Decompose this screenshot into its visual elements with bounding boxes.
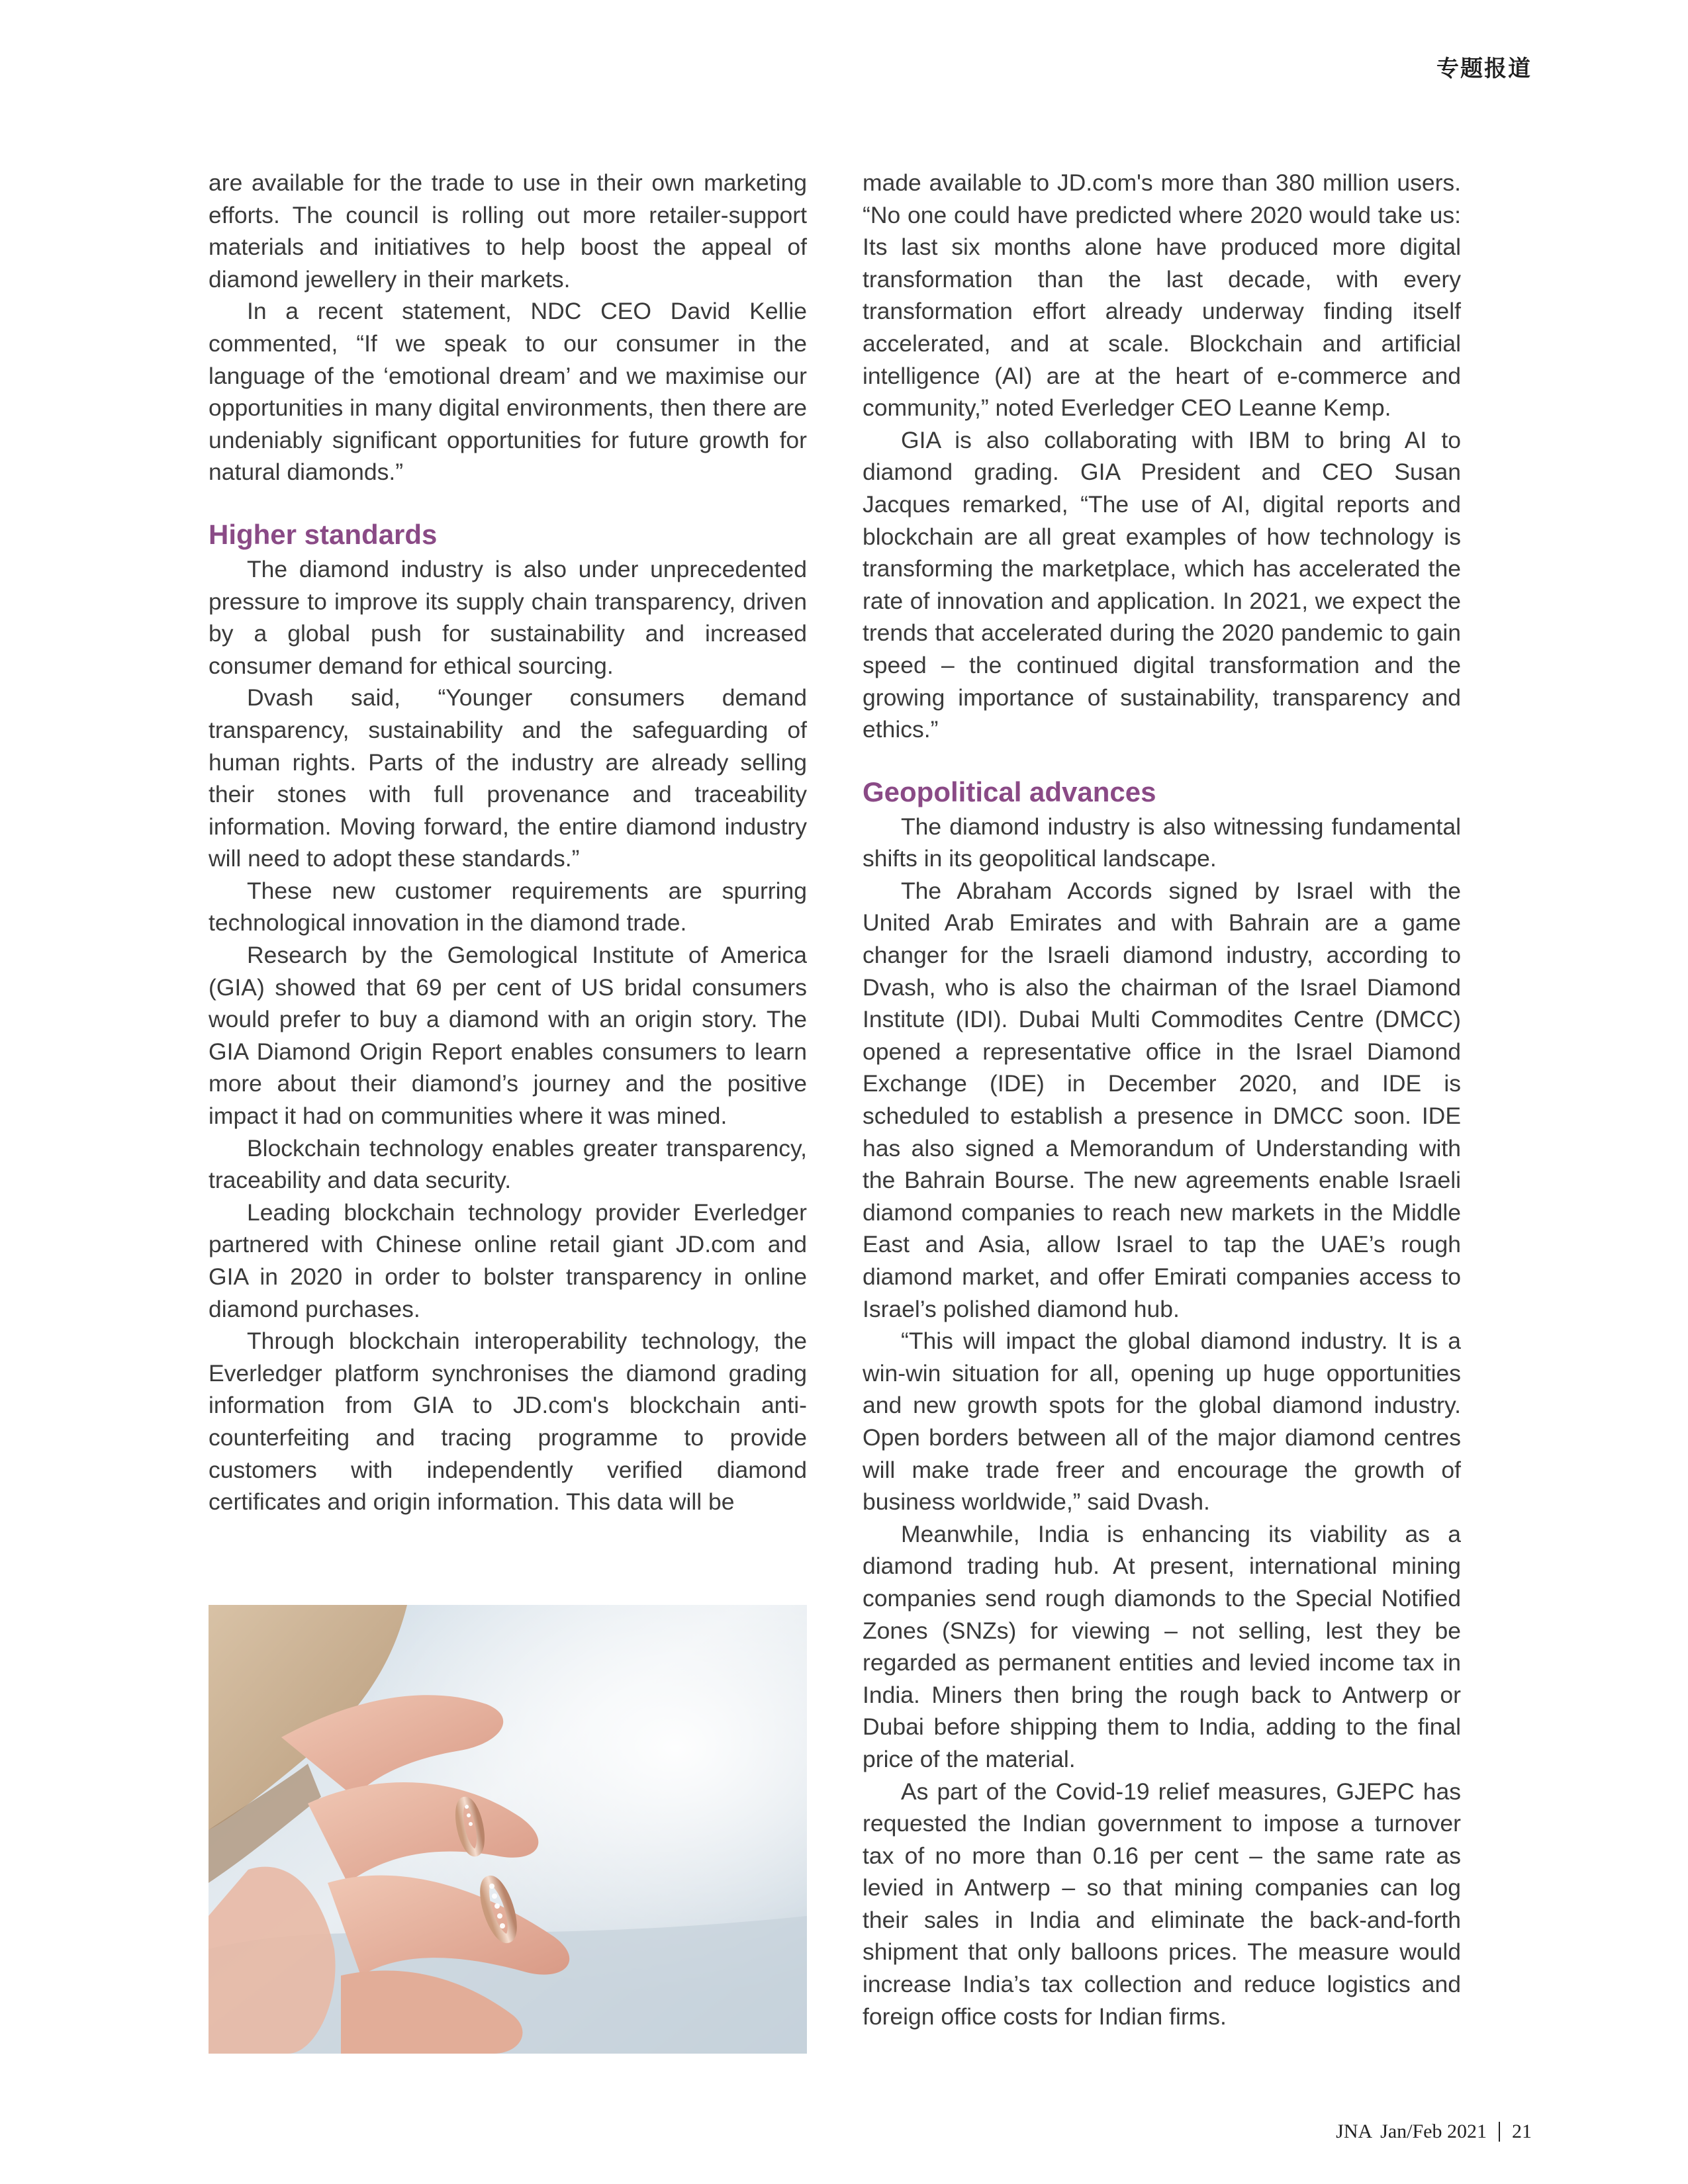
paragraph: “This will impact the global diamond industry. It is a win-win situation for all, opening up huge opportunities and new growth spots for the global diamond industry. Open borders between all of the major diamond centres will make trade freer and encourage the growth of business worldwide,” said Dvash.	[863, 1328, 1461, 1516]
issue-date: Jan/Feb 2021	[1380, 2120, 1487, 2142]
paragraph: made available to JD.com's more than 380 million users. “No one could have predicted where 2020 would take us: Its last six months alone have produced more digital transformation than the last decade, with every transformation effort already underway finding itself accelerated, and at scale. Blockchain and artificial intelligence (AI) are at the heart of e-commerce and community,” noted Everledger CEO Leanne Kemp.	[863, 169, 1461, 422]
paragraph: Leading blockchain technology provider Everledger partnered with Chinese online retail giant JD.com and GIA in 2020 in order to bolster transparency in online diamond purchases.	[209, 1199, 807, 1322]
paragraph: Blockchain technology enables greater transparency, traceability and data security.	[209, 1134, 807, 1194]
page-footer	[1336, 2120, 1532, 2143]
paragraph: As part of the Covid-19 relief measures, GJEPC has requested the Indian government to impose a turnover tax of no more than 0.16 per cent – the same rate as levied in Antwerp – so that mining companies can log their sales in India and eliminate the back-and-forth shipment that only balloons prices. The measure would increase India’s tax collection and reduce logistics and foreign office costs for Indian firms.	[863, 1778, 1461, 2030]
section-heading-higher-standards: Higher standards	[209, 518, 438, 550]
paragraph: The diamond industry is also under unprecedented pressure to improve its supply chain transparency, driven by a global push for sustainability and increased consumer demand for ethical sourcing.	[209, 555, 807, 679]
paragraph: In a recent statement, NDC CEO David Kellie commented, “If we speak to our consumer in the language of the ‘emotional dream’ and we maximise our opportunities in many digital environments, then there are undeniably significant opportunities for future growth for natural diamonds.”	[209, 298, 807, 486]
page-number: 21	[1512, 2120, 1532, 2142]
paragraph: The diamond industry is also witnessing fundamental shifts in its geopolitical landscape.	[863, 813, 1461, 872]
paragraph: The Abraham Accords signed by Israel with the United Arab Emirates and with Bahrain are a game changer for the Israeli diamond industry, according to Dvash, who is also the chairman of the Israel Diamond Institute (IDI). Dubai Multi Commodites Centre (DMCC) opened a representative office in the Israel Diamond Exchange (IDE) in December 2020, and IDE is scheduled to establish a presence in DMCC soon. IDE has also signed a Memorandum of Understanding with the Bahrain Bourse. The new agreements enable Israeli diamond companies to reach new markets in the Middle East and Asia, allow Israel to tap the UAE’s rough diamond market, and offer Emirati companies access to Israel’s polished diamond hub.	[863, 877, 1461, 1322]
paragraph: GIA is also collaborating with IBM to bring AI to diamond grading. GIA President and CEO Susan Jacques remarked, “The use of AI, digital reports and blockchain are all great examples of how technology is transforming the marketplace, which has accelerated the rate of innovation and application. In 2021, we expect the trends that accelerated during the 2020 pandemic to gain speed – the continued digital transformation and the growing importance of sustainability, transparency and ethics.”	[863, 426, 1461, 743]
ring-hand-photo	[209, 1605, 807, 2054]
section-tag: 专题报道	[1436, 56, 1532, 82]
paragraph: Through blockchain interoperability technology, the Everledger platform synchronises the diamond grading information from GIA to JD.com's blockchain anti-counterfeiting and tracing programme to provide customers with independently verified diamond certificates and origin information. This data will be	[209, 1328, 807, 1516]
paragraph: These new customer requirements are spurring technological innovation in the diamond trade.	[209, 877, 807, 936]
publication-name: JNA	[1336, 2120, 1373, 2142]
footer-divider	[1499, 2122, 1500, 2142]
section-heading-geopolitical-advances: Geopolitical advances	[863, 776, 1156, 807]
paragraph: Research by the Gemological Institute of America (GIA) showed that 69 per cent of US bridal consumers would prefer to buy a diamond with an origin story. The GIA Diamond Origin Report enables consumers to learn more about their diamond’s journey and the positive impact it had on communities where it was mined.	[209, 942, 807, 1130]
paragraph: Dvash said, “Younger consumers demand transparency, sustainability and the safeguarding of human rights. Parts of the industry are already selling their stones with full provenance and traceability information. Moving forward, the entire diamond industry will need to adopt these standards.”	[209, 684, 807, 872]
paragraph: are available for the trade to use in their own marketing efforts. The council is rolling out more retailer-support materials and initiatives to help boost the appeal of diamond jewellery in their markets.	[209, 169, 807, 293]
left-column	[209, 167, 807, 1518]
right-column	[863, 167, 1461, 2032]
paragraph: Meanwhile, India is enhancing its viability as a diamond trading hub. At present, international mining companies send rough diamonds to the Special Notified Zones (SNZs) for viewing – not selling, lest they be regarded as permanent entities and levied income tax in India. Miners then bring the rough back to Antwerp or Dubai before shipping them to India, adding to the final price of the material.	[863, 1520, 1461, 1772]
